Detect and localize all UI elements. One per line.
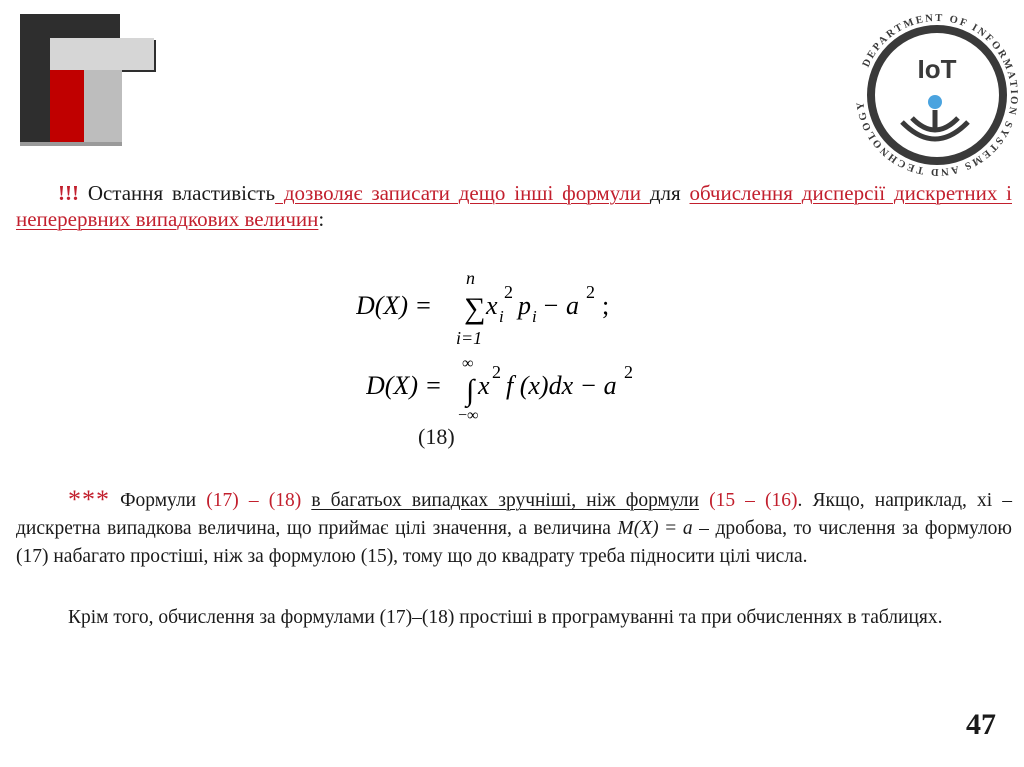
p2-ref-17-18: (17) – (18) (206, 490, 302, 511)
svg-text:i=1: i=1 (456, 328, 483, 348)
p2-equals: = (658, 518, 683, 539)
p2-ref-15-16: (15 – (16) (709, 490, 798, 511)
svg-text:x: x (486, 291, 498, 320)
programming-paragraph: Крім того, обчислення за формулами (17)–(18) простіші в програмуванні та при обчисленнях в таблицях. (68, 607, 943, 628)
ft-logo (20, 14, 156, 146)
intro-paragraph (16, 180, 1012, 232)
p2-underlined: в багатьох випадках зручніші, ніж формули (311, 490, 699, 511)
svg-text:∫: ∫ (466, 374, 475, 407)
stars-marker: *** (68, 485, 110, 514)
p2-mx: M(X) (617, 518, 659, 539)
intro-text-a: Остання властивість (78, 181, 276, 205)
p2-text-2: . Якщо, наприклад, хі – дискретна випадкова величина, що приймає цілі значення, а величина (16, 490, 1013, 539)
p2-a: a (682, 518, 693, 539)
svg-text:DEPARTMENT OF INFORMATION SYST: DEPARTMENT OF INFORMATION SYSTEMS AND TECHNOLOGY (855, 12, 1020, 178)
svg-text:2: 2 (624, 362, 633, 382)
svg-text:i: i (532, 307, 537, 326)
page-number: 47 (966, 708, 996, 741)
svg-text:− a: − a (542, 291, 580, 320)
equation-number: (18) (418, 424, 455, 449)
svg-text:∞: ∞ (462, 356, 474, 372)
svg-text:∑: ∑ (464, 292, 486, 325)
exclamation-marker: !!! (58, 181, 79, 205)
intro-highlight-1: дозволяє записати дещо інші формули (275, 181, 650, 205)
svg-text:2: 2 (586, 282, 595, 302)
intro-highlight-2: обчислення дисперсії дискретних і неперервних випадкових величин (16, 181, 1012, 231)
svg-text:2: 2 (492, 362, 501, 382)
svg-text:x: x (478, 371, 490, 400)
p2-text-1: Формули (110, 490, 207, 511)
svg-text:f (x)dx − a: f (x)dx − a (506, 371, 617, 400)
svg-text:D(X) =: D(X) = (356, 291, 433, 320)
svg-text:−∞: −∞ (458, 407, 479, 422)
intro-text-end: : (318, 207, 325, 231)
svg-text:IoT: IoT (917, 54, 957, 84)
svg-text:2: 2 (504, 282, 513, 302)
svg-text:i: i (499, 307, 504, 326)
iot-department-logo (852, 10, 1022, 180)
intro-text-b: для (649, 181, 690, 205)
variance-discrete-formula (356, 268, 626, 348)
svg-text:;: ; (602, 291, 610, 320)
p2-space (301, 490, 311, 511)
svg-text:n: n (466, 268, 475, 288)
p2-space-2 (699, 490, 709, 511)
svg-text:D(X) =: D(X) = (366, 371, 443, 400)
svg-text:p: p (518, 291, 531, 320)
variance-continuous-formula (366, 356, 646, 422)
comparison-paragraph (16, 486, 1012, 571)
p2-text-3: – дробова, то числення за формулою (17) набагато простіші, ніж за формулою (15), тому що до квадрату треба підносити цілі числа. (16, 518, 1012, 567)
